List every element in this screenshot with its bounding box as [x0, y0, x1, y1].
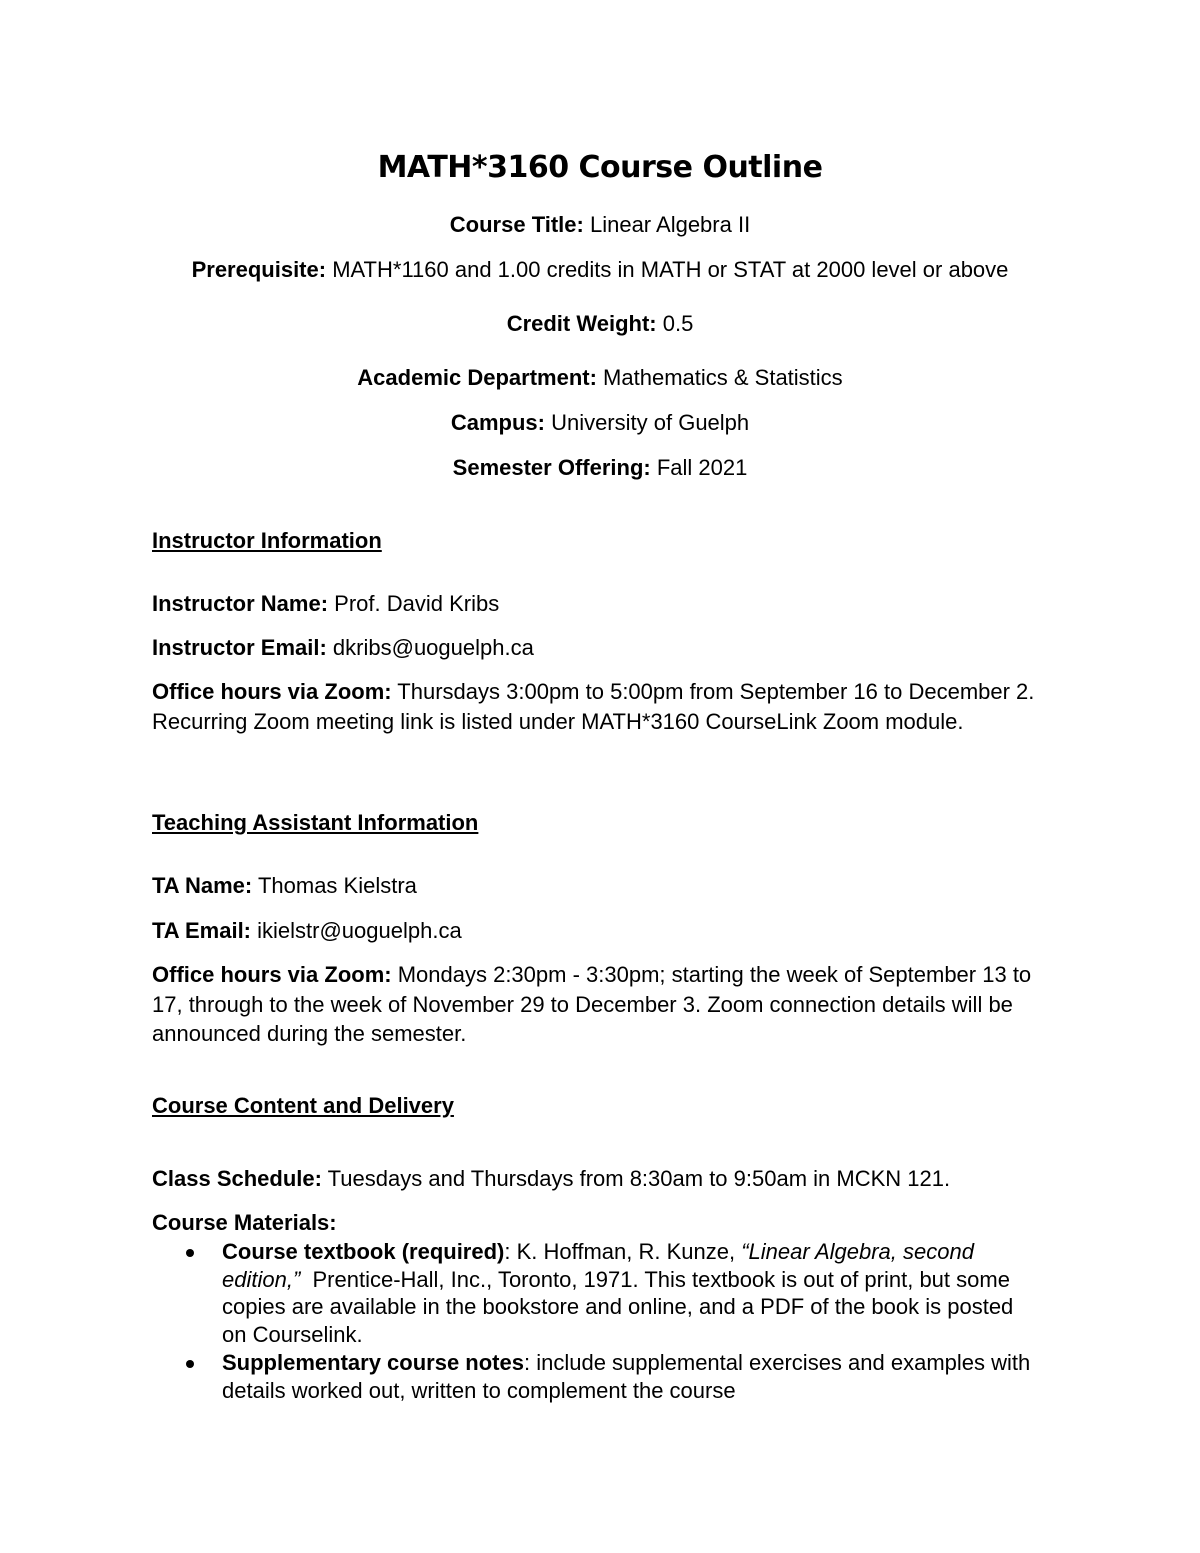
field-label: Class Schedule: — [152, 1166, 322, 1191]
bullet-icon — [186, 1360, 194, 1368]
field-label: Office hours via Zoom: — [152, 679, 392, 704]
credit-weight-line — [0, 311, 1200, 337]
instructor-name-line — [152, 591, 499, 617]
class-schedule-line — [152, 1166, 950, 1192]
list-item — [152, 1238, 1032, 1348]
department-line — [0, 365, 1200, 391]
instructor-email-line — [152, 635, 534, 661]
field-value: Prof. David Kribs — [328, 591, 500, 616]
campus-line — [0, 410, 1200, 436]
field-value: Mathematics & Statistics — [596, 365, 843, 390]
field-label: Instructor Name: — [152, 591, 329, 616]
field-label: Academic Department: — [357, 365, 597, 390]
ta-heading: Teaching Assistant Information — [152, 810, 479, 835]
instructor-hours-paragraph — [152, 677, 1052, 736]
field-label: Semester Offering: — [452, 455, 651, 480]
field-value: University of Guelph — [544, 410, 750, 435]
item-label: Supplementary course notes — [222, 1350, 524, 1375]
field-value: 0.5 — [656, 311, 694, 336]
field-label: Credit Weight: — [506, 311, 657, 336]
field-value: Fall 2021 — [650, 455, 748, 480]
bullet-icon — [186, 1249, 194, 1257]
field-value: Tuesdays and Thursdays from 8:30am to 9:50am in MCKN 121. — [321, 1166, 951, 1191]
field-label: Prerequisite: — [191, 257, 327, 282]
ta-name-line — [152, 873, 417, 899]
item-text: : K. Hoffman, R. Kunze, — [504, 1239, 742, 1264]
field-label: Campus: — [450, 410, 545, 435]
field-value: Mondays 2:30pm - 3:30pm; starting the week of September 13 to 17, through to the week of November 29 to December 3. Zoom connection details will be announced during the semester. — [152, 962, 1032, 1046]
list-item — [152, 1349, 1032, 1404]
prerequisite-line — [0, 257, 1200, 283]
field-label: TA Email: — [152, 918, 252, 943]
field-value: MATH*1160 and 1.00 credits in MATH or STAT at 2000 level or above — [326, 257, 1009, 282]
ta-hours-paragraph — [152, 960, 1052, 1049]
item-text: : include supplemental exercises and examples with details worked out, written to complement the course — [222, 1350, 1031, 1403]
semester-line — [0, 455, 1200, 481]
field-value: Linear Algebra II — [583, 212, 751, 237]
field-label: Office hours via Zoom: — [152, 962, 392, 987]
ta-email-line — [152, 918, 462, 944]
ta-email: ikielstr@uoguelph.ca — [251, 918, 462, 943]
document-title: MATH*3160 Course Outline — [377, 150, 823, 185]
item-text: Prentice-Hall, Inc., Toronto, 1971. This textbook is out of print, but some copies are available in the bookstore and online, and a PDF of the book is posted on Courselink. — [222, 1266, 1020, 1347]
field-label: TA Name: — [152, 873, 253, 898]
course-title-line — [0, 212, 1200, 238]
item-label: Course textbook (required) — [222, 1239, 505, 1264]
course-materials-label: Course Materials: — [152, 1210, 337, 1235]
materials-list — [152, 1238, 1032, 1405]
instructor-email: dkribs@uoguelph.ca — [326, 635, 534, 660]
book-title: “Linear Algebra, second edition,” — [222, 1239, 974, 1292]
field-label: Instructor Email: — [152, 635, 327, 660]
instructor-heading: Instructor Information — [152, 528, 382, 553]
field-label: Course Title: — [449, 212, 584, 237]
content-heading: Course Content and Delivery — [152, 1093, 454, 1118]
field-value: Thursdays 3:00pm to 5:00pm from September 16 to December 2. Recurring Zoom meeting link is listed under MATH*3160 CourseLink Zoom module. — [152, 679, 1035, 734]
field-value: Thomas Kielstra — [252, 873, 417, 898]
